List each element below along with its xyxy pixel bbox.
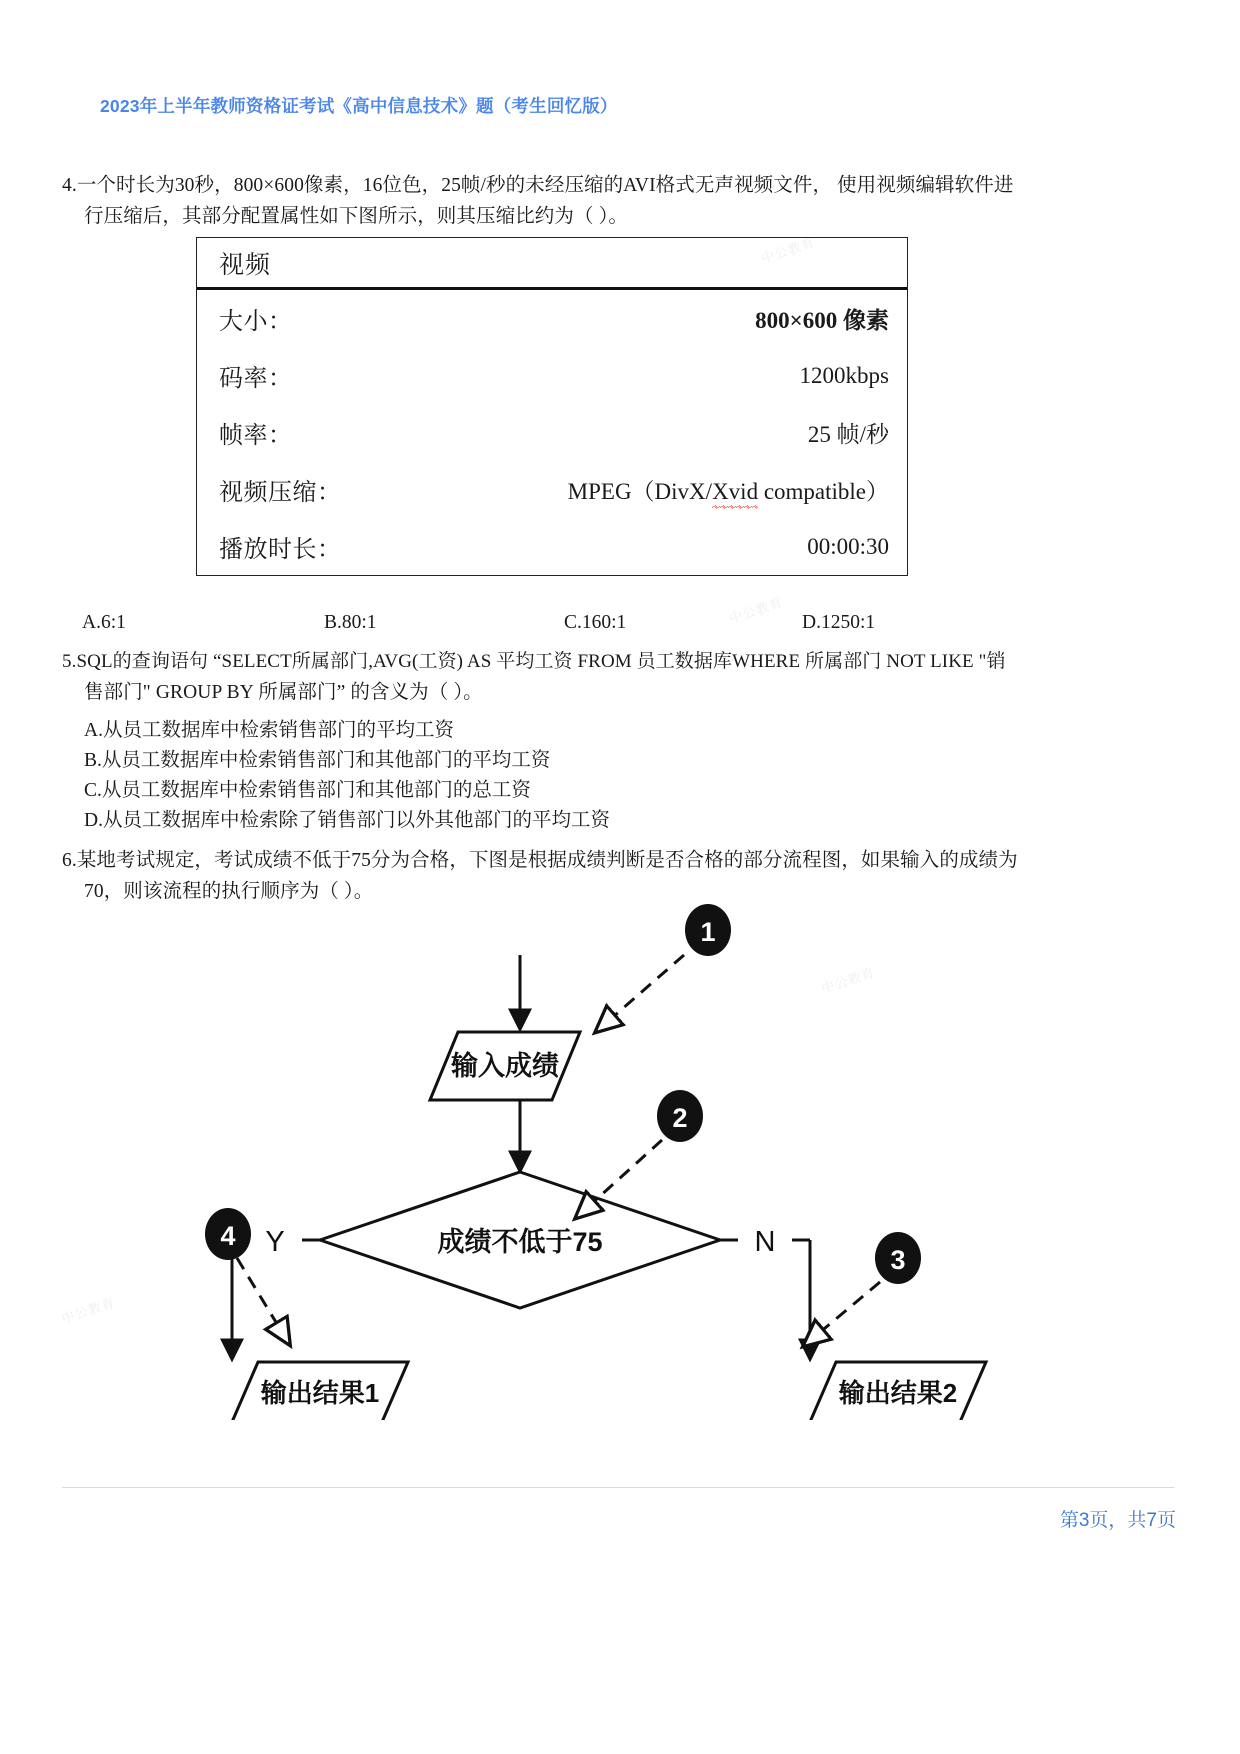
watermark: 中公教育: [59, 1294, 118, 1327]
question-4-options: [62, 612, 1162, 640]
question-4: [62, 170, 1162, 232]
question-6-line-2: 70，则该流程的执行顺序为（ ）。: [84, 881, 374, 902]
option-a: A.6:1: [82, 612, 126, 633]
document-title: 2023年上半年教师资格证考试《高中信息技术》题（考生回忆版）: [100, 96, 618, 116]
option-c: C.160:1: [564, 612, 627, 633]
question-4-line-1: 4.一个时长为30秒，800×600像素，16位色，25帧/秒的未经压缩的AVI格式无声视频文件， 使用视频编辑软件进: [62, 175, 1014, 196]
row-label-duration: 播放时长：: [219, 537, 342, 563]
row-label-framerate: 帧率：: [219, 423, 293, 449]
video-properties-table: [196, 237, 908, 576]
watermark: 中公教育: [819, 964, 878, 997]
flow-branch-label-yes: Y: [265, 1226, 285, 1258]
question-5-option-a: A.从员工数据库中检索销售部门的平均工资: [84, 720, 454, 741]
callout-4-label: 4: [220, 1221, 236, 1251]
question-5-line-1: 5.SQL的查询语句 “SELECT所属部门,AVG(工资) AS 平均工资 FROM 员工数据库WHERE 所属部门 NOT LIKE "销: [62, 651, 1006, 672]
video-table-title: 视频: [219, 251, 272, 279]
codec-misspelled-word: Xvid: [712, 479, 759, 504]
table-row: [197, 461, 907, 518]
codec-suffix: compatible）: [758, 479, 889, 504]
callout-1-label: 1: [700, 917, 716, 947]
codec-prefix: MPEG（DivX/: [567, 479, 713, 504]
question-4-line-2: 行压缩后，其部分配置属性如下图所示，则其压缩比约为（ ）。: [84, 206, 629, 227]
row-label-size: 大小：: [219, 309, 293, 335]
video-table-title-row: [197, 238, 907, 290]
flow-node-output-no-label: 输出结果2: [838, 1378, 958, 1408]
flow-node-input-label: 输入成绩: [451, 1051, 559, 1081]
flow-node-output-yes-label: 输出结果1: [260, 1378, 380, 1408]
option-d: D.1250:1: [802, 612, 876, 633]
page-number: 第3页，共7页: [1059, 1510, 1176, 1531]
table-row: [197, 347, 907, 404]
watermark: 中公教育: [727, 594, 786, 627]
flow-node-decision-label: 成绩不低于75: [437, 1227, 603, 1257]
row-value-duration: 00:00:30: [807, 533, 889, 559]
table-row: [197, 518, 907, 575]
row-value-size: 800×600 像素: [755, 308, 889, 333]
callout-3-label: 3: [890, 1245, 906, 1275]
table-row: [197, 290, 907, 347]
question-5: [62, 646, 1172, 836]
table-row: [197, 404, 907, 461]
row-label-codec: 视频压缩：: [219, 480, 342, 506]
option-b: B.80:1: [324, 612, 377, 633]
flow-branch-label-no: N: [754, 1226, 776, 1258]
question-5-option-d: D.从员工数据库中检索除了销售部门以外其他部门的平均工资: [84, 810, 610, 831]
row-value-framerate: 25 帧/秒: [807, 422, 889, 447]
row-label-bitrate: 码率：: [219, 366, 293, 392]
callout-2-label: 2: [672, 1103, 688, 1133]
row-value-codec: [568, 473, 889, 506]
row-value-bitrate: 1200kbps: [799, 362, 889, 388]
question-6-line-1: 6.某地考试规定，考试成绩不低于75分为合格，下图是根据成绩判断是否合格的部分流程图，如果输入的成绩为: [62, 850, 1018, 871]
flowchart: [190, 900, 1110, 1420]
footer-divider: [62, 1487, 1174, 1488]
question-5-option-c: C.从员工数据库中检索销售部门和其他部门的总工资: [84, 780, 531, 801]
question-5-option-b: B.从员工数据库中检索销售部门和其他部门的平均工资: [84, 750, 551, 771]
question-5-line-2: 售部门" GROUP BY 所属部门” 的含义为（ ）。: [84, 682, 483, 703]
question-6: [62, 845, 1172, 907]
